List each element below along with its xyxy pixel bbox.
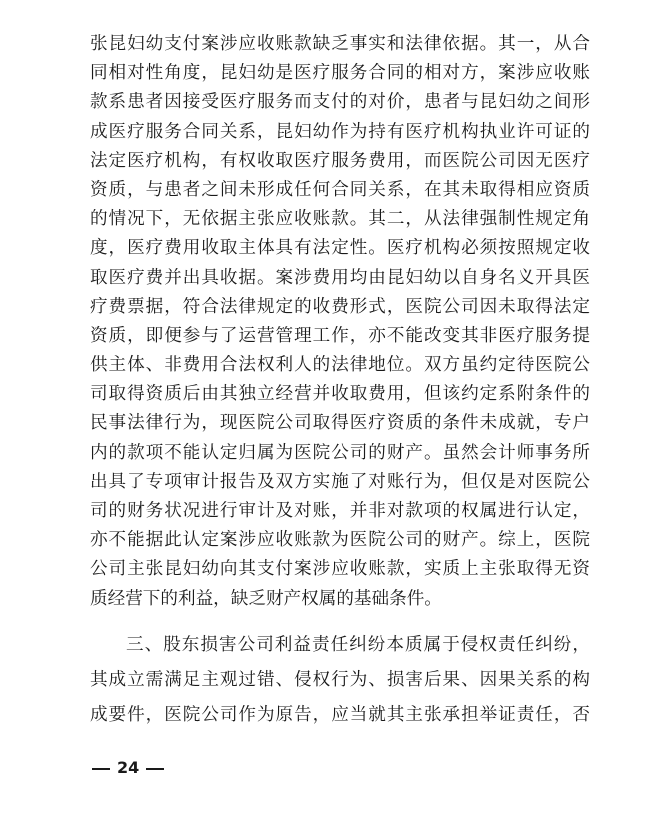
page-number: 24 <box>117 758 140 777</box>
text-line: 张昆妇幼支付案涉应收账款缺乏事实和法律依据。其一，从合 <box>90 34 590 54</box>
text-line: 司的财务状况进行审计及对账，并非对款项的权属进行认定， <box>90 501 590 521</box>
text-line: 出具了专项审计报告及双方实施了对账行为，但仅是对医院公 <box>90 471 590 492</box>
text-line: 三、股东损害公司利益责任纠纷本质属于侵权责任纠纷， <box>126 634 590 655</box>
body-text <box>90 30 590 733</box>
text-line: 司取得资质后由其独立经营并收取费用，但该约定系附条件的 <box>90 384 590 405</box>
text-line: 供主体、非费用合法权利人的法律地位。双方虽约定待医院公 <box>90 355 590 376</box>
text-line: 同相对性角度，昆妇幼是医疗服务合同的相对方，案涉应收账 <box>90 63 590 84</box>
paragraph-1 <box>90 30 590 614</box>
text-line: 民事法律行为，现医院公司取得医疗资质的条件未成就，专户 <box>90 413 590 434</box>
dash-right <box>146 768 164 770</box>
paragraph-2 <box>90 628 590 733</box>
text-line: 内的款项不能认定归属为医院公司的财产。虽然会计师事务所 <box>90 442 590 463</box>
text-line: 公司主张昆妇幼向其支付案涉应收账款，实质上主张取得无资 <box>90 559 590 580</box>
text-line: 法定医疗机构，有权收取医疗服务费用，而医院公司因无医疗 <box>90 150 590 171</box>
text-line: 疗费票据，符合法律规定的收费形式，医院公司因未取得法定 <box>90 296 590 317</box>
text-line: 其成立需满足主观过错、侵权行为、损害后果、因果关系的构 <box>90 669 590 690</box>
text-line: 成医疗服务合同关系，昆妇幼作为持有医疗机构执业许可证的 <box>90 121 590 142</box>
text-line: 取医疗费并出具收据。案涉费用均由昆妇幼以自身名义开具医 <box>90 267 590 288</box>
page-footer <box>92 758 164 777</box>
text-line: 的情况下，无依据主张应收账款。其二，从法律强制性规定角 <box>90 209 590 230</box>
text-line: 款系患者因接受医疗服务而支付的对价，患者与昆妇幼之间形 <box>90 92 590 113</box>
text-line: 资质，与患者之间未形成任何合同关系，在其未取得相应资质 <box>90 179 590 200</box>
text-line: 成要件，医院公司作为原告，应当就其主张承担举证责任，否 <box>90 704 590 725</box>
text-line: 资质，即便参与了运营管理工作，亦不能改变其非医疗服务提 <box>90 325 590 346</box>
text-line: 度，医疗费用收取主体具有法定性。医疗机构必须按照规定收 <box>90 238 590 259</box>
dash-left <box>92 768 110 770</box>
text-line: 亦不能据此认定案涉应收账款为医院公司的财产。综上，医院 <box>90 530 590 551</box>
text-line: 质经营下的利益，缺乏财产权属的基础条件。 <box>90 588 442 609</box>
